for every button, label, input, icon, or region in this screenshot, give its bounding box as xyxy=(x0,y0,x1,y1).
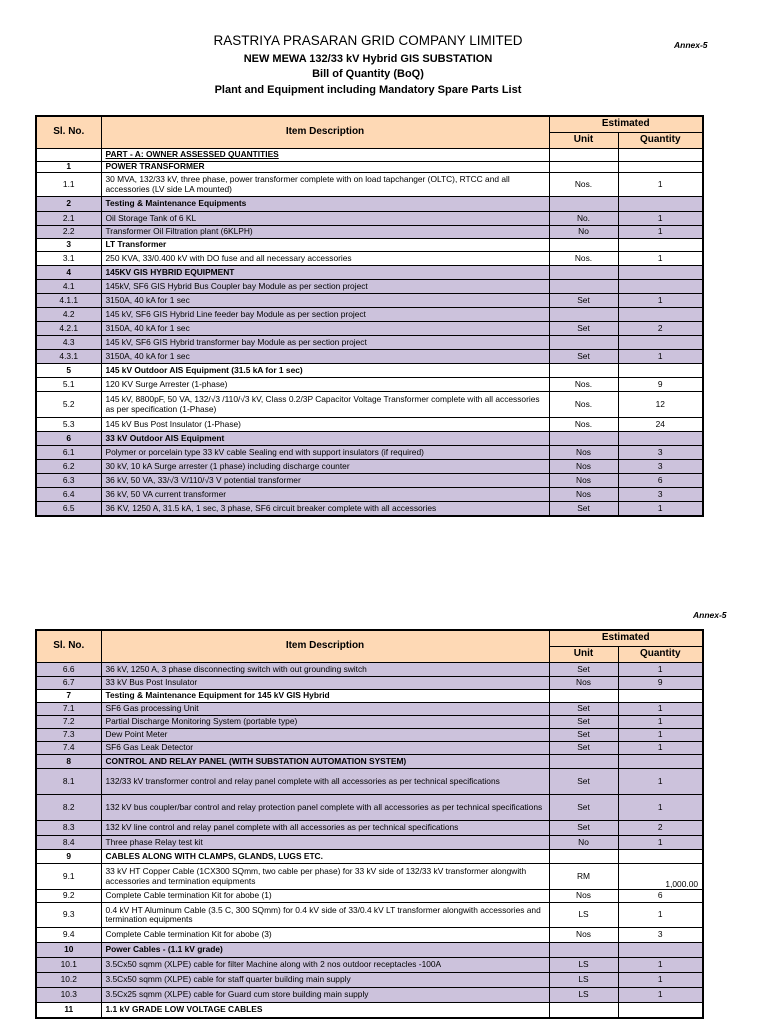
quantity-cell: 2 xyxy=(618,821,703,836)
unit-cell xyxy=(549,943,618,958)
boq-table-body xyxy=(36,663,703,1018)
sl-no-cell: 7.2 xyxy=(36,716,101,729)
quantity-cell: 3 xyxy=(618,460,703,474)
unit-cell xyxy=(549,364,618,378)
item-description-cell: Testing & Maintenance Equipment for 145 kV GIS Hybrid xyxy=(101,690,549,703)
item-description-header: Item Description xyxy=(101,630,549,663)
sl-no-header: Sl. No. xyxy=(36,116,101,149)
quantity-cell xyxy=(618,266,703,280)
sl-no-cell: 10.1 xyxy=(36,958,101,973)
sl-no-cell: 3.1 xyxy=(36,252,101,266)
table-row xyxy=(36,903,703,928)
sl-no-cell: 9 xyxy=(36,850,101,864)
table-row xyxy=(36,252,703,266)
unit-cell: RM xyxy=(549,864,618,890)
unit-cell: Nos xyxy=(549,890,618,903)
table-row xyxy=(36,350,703,364)
quantity-cell: 3 xyxy=(618,928,703,943)
table-row xyxy=(36,502,703,516)
table-row xyxy=(36,392,703,418)
unit-cell xyxy=(549,1003,618,1018)
sl-no-cell: 4.3.1 xyxy=(36,350,101,364)
unit-cell: Nos. xyxy=(549,392,618,418)
document-title: Bill of Quantity (BoQ) xyxy=(312,68,424,80)
unit-cell: Nos xyxy=(549,677,618,690)
item-description-cell: 145 kV, SF6 GIS Hybrid Line feeder bay Module as per section project xyxy=(101,308,549,322)
item-description-cell: 132 kV line control and relay panel complete with all accessories as per technical specifications xyxy=(101,821,549,836)
quantity-cell: 1 xyxy=(618,663,703,677)
item-description-header: Item Description xyxy=(101,116,549,149)
unit-cell: Nos xyxy=(549,928,618,943)
unit-cell xyxy=(549,432,618,446)
sl-no-cell xyxy=(36,149,101,162)
sl-no-cell: 5.3 xyxy=(36,418,101,432)
quantity-cell: 1 xyxy=(618,502,703,516)
unit-cell xyxy=(549,162,618,173)
boq-table xyxy=(35,115,704,517)
unit-cell xyxy=(549,755,618,769)
table-row xyxy=(36,836,703,850)
item-description-cell: 3.5Cx50 sqmm (XLPE) cable for staff quarter building main supply xyxy=(101,973,549,988)
quantity-cell xyxy=(618,239,703,252)
unit-cell xyxy=(549,850,618,864)
sl-no-cell: 7.4 xyxy=(36,742,101,755)
quantity-cell: 1,000.00 xyxy=(618,864,703,890)
item-description-cell: 0.4 kV HT Aluminum Cable (3.5 C, 300 SQmm) for 0.4 kV side of 33/0.4 kV LT transformer alongwith accessories and termination equipments xyxy=(101,903,549,928)
annex-label: Annex-5 xyxy=(693,610,727,620)
item-description-cell: Oil Storage Tank of 6 KL xyxy=(101,212,549,226)
item-description-cell: 33 kV Outdoor AIS Equipment xyxy=(101,432,549,446)
quantity-cell: 12 xyxy=(618,392,703,418)
unit-cell xyxy=(549,308,618,322)
unit-cell xyxy=(549,690,618,703)
company-name: RASTRIYA PRASARAN GRID COMPANY LIMITED xyxy=(213,33,523,48)
item-description-cell: Complete Cable termination Kit for abobe (1) xyxy=(101,890,549,903)
unit-cell: Nos xyxy=(549,446,618,460)
quantity-cell: 6 xyxy=(618,890,703,903)
sl-no-cell: 10.3 xyxy=(36,988,101,1003)
unit-cell xyxy=(549,197,618,212)
table-row xyxy=(36,364,703,378)
item-description-cell: 145 kV Bus Post Insulator (1-Phase) xyxy=(101,418,549,432)
sl-no-cell: 2.2 xyxy=(36,226,101,239)
table-row xyxy=(36,322,703,336)
item-description-cell: 132/33 kV transformer control and relay panel complete with all accessories as per technical specifications xyxy=(101,769,549,795)
unit-cell xyxy=(549,336,618,350)
quantity-cell: 1 xyxy=(618,973,703,988)
quantity-cell: 1 xyxy=(618,350,703,364)
unit-cell: Set xyxy=(549,729,618,742)
unit-cell xyxy=(549,149,618,162)
sl-no-cell: 6.3 xyxy=(36,474,101,488)
table-row xyxy=(36,1003,703,1018)
sl-no-cell: 8.1 xyxy=(36,769,101,795)
table-row xyxy=(36,280,703,294)
table-row xyxy=(36,928,703,943)
item-description-cell: 132 kV bus coupler/bar control and relay protection panel complete with all accessories as per technical specifications xyxy=(101,795,549,821)
item-description-cell: Partial Discharge Monitoring System (portable type) xyxy=(101,716,549,729)
quantity-cell: 1 xyxy=(618,769,703,795)
table-row xyxy=(36,703,703,716)
sl-no-cell: 9.1 xyxy=(36,864,101,890)
quantity-cell: 1 xyxy=(618,742,703,755)
unit-cell: Set xyxy=(549,703,618,716)
sl-no-cell: 9.4 xyxy=(36,928,101,943)
sl-no-cell: 8.4 xyxy=(36,836,101,850)
unit-cell: Nos xyxy=(549,460,618,474)
quantity-cell: 1 xyxy=(618,252,703,266)
item-description-cell: 145KV GIS HYBRID EQUIPMENT xyxy=(101,266,549,280)
unit-cell xyxy=(549,280,618,294)
quantity-cell: 1 xyxy=(618,294,703,308)
sl-no-cell: 8.2 xyxy=(36,795,101,821)
table-row xyxy=(36,973,703,988)
project-title: NEW MEWA 132/33 kV Hybrid GIS SUBSTATION xyxy=(243,53,493,65)
table-row xyxy=(36,943,703,958)
table-row xyxy=(36,212,703,226)
table-row xyxy=(36,418,703,432)
unit-cell: Nos. xyxy=(549,378,618,392)
unit-header: Unit xyxy=(549,647,618,663)
document-subtitle: Plant and Equipment including Mandatory Spare Parts List xyxy=(214,84,522,96)
table-row xyxy=(36,266,703,280)
unit-cell: Set xyxy=(549,821,618,836)
table-row xyxy=(36,239,703,252)
unit-cell: LS xyxy=(549,988,618,1003)
unit-header: Unit xyxy=(549,133,618,149)
sl-no-cell: 4.1 xyxy=(36,280,101,294)
sl-no-cell: 4.3 xyxy=(36,336,101,350)
quantity-cell: 1 xyxy=(618,795,703,821)
item-description-cell: 145kV, SF6 GIS Hybrid Bus Coupler bay Module as per section project xyxy=(101,280,549,294)
item-description-cell: 250 KVA, 33/0.400 kV with DO fuse and all necessary accessories xyxy=(101,252,549,266)
item-description-cell: 36 KV, 1250 A, 31.5 kA, 1 sec, 3 phase, SF6 circuit breaker complete with all accessories xyxy=(101,502,549,516)
quantity-cell: 1 xyxy=(618,173,703,197)
quantity-cell: 1 xyxy=(618,212,703,226)
unit-cell xyxy=(549,266,618,280)
item-description-cell: SF6 Gas Leak Detector xyxy=(101,742,549,755)
item-description-cell: 145 kV, SF6 GIS Hybrid transformer bay Module as per section project xyxy=(101,336,549,350)
item-description-cell: 36 kV, 50 VA current transformer xyxy=(101,488,549,502)
sl-no-cell: 4.1.1 xyxy=(36,294,101,308)
sl-no-cell: 7.1 xyxy=(36,703,101,716)
unit-cell: LS xyxy=(549,958,618,973)
item-description-cell: LT Transformer xyxy=(101,239,549,252)
sl-no-cell: 10.2 xyxy=(36,973,101,988)
sl-no-cell: 2 xyxy=(36,197,101,212)
table-row xyxy=(36,149,703,162)
sl-no-cell: 6.6 xyxy=(36,663,101,677)
item-description-cell: 33 kV HT Copper Cable (1CX300 SQmm, two cable per phase) for 33 kV side of 132/33 kV transformer alongwith accessories and termination equipments xyxy=(101,864,549,890)
sl-no-cell: 8 xyxy=(36,755,101,769)
table-row xyxy=(36,864,703,890)
quantity-cell xyxy=(618,336,703,350)
unit-cell: Nos. xyxy=(549,173,618,197)
unit-cell: Set xyxy=(549,663,618,677)
unit-cell: No xyxy=(549,836,618,850)
item-description-cell: Dew Point Meter xyxy=(101,729,549,742)
unit-cell: No xyxy=(549,226,618,239)
table-row xyxy=(36,173,703,197)
item-description-cell: SF6 Gas processing Unit xyxy=(101,703,549,716)
item-description-cell: 145 kV, 8800pF, 50 VA, 132/√3 /110/√3 kV, Class 0.2/3P Capacitor Voltage Transformer complete with all accessories as per specification (1-Phase) xyxy=(101,392,549,418)
sl-no-cell: 5.1 xyxy=(36,378,101,392)
estimated-header: Estimated xyxy=(549,630,703,647)
sl-no-cell: 4.2 xyxy=(36,308,101,322)
sl-no-cell: 10 xyxy=(36,943,101,958)
quantity-cell: 3 xyxy=(618,446,703,460)
sl-no-cell: 5 xyxy=(36,364,101,378)
quantity-cell xyxy=(618,197,703,212)
sl-no-cell: 1.1 xyxy=(36,173,101,197)
sl-no-cell: 6 xyxy=(36,432,101,446)
item-description-cell: 30 kV, 10 kA Surge arrester (1 phase) including discharge counter xyxy=(101,460,549,474)
unit-cell: Set xyxy=(549,502,618,516)
table-row xyxy=(36,821,703,836)
boq-table-body xyxy=(36,149,703,516)
item-description-cell: Complete Cable termination Kit for abobe (3) xyxy=(101,928,549,943)
sl-no-cell: 11 xyxy=(36,1003,101,1018)
item-description-cell: 36 kV, 1250 A, 3 phase disconnecting switch with out grounding switch xyxy=(101,663,549,677)
unit-cell: Nos. xyxy=(549,418,618,432)
unit-cell: Set xyxy=(549,769,618,795)
item-description-cell: 3.5Cx50 sqmm (XLPE) cable for filter Machine along with 2 nos outdoor receptacles -100A xyxy=(101,958,549,973)
item-description-cell: 33 kV Bus Post Insulator xyxy=(101,677,549,690)
table-row xyxy=(36,460,703,474)
item-description-cell: Three phase Relay test kit xyxy=(101,836,549,850)
quantity-cell: 1 xyxy=(618,716,703,729)
boq-table xyxy=(35,629,704,1019)
quantity-cell xyxy=(618,755,703,769)
quantity-cell: 24 xyxy=(618,418,703,432)
quantity-cell: 1 xyxy=(618,836,703,850)
table-row xyxy=(36,474,703,488)
unit-cell: Nos xyxy=(549,474,618,488)
table-row xyxy=(36,729,703,742)
item-description-cell: POWER TRANSFORMER xyxy=(101,162,549,173)
unit-cell: Nos xyxy=(549,488,618,502)
quantity-cell: 1 xyxy=(618,903,703,928)
item-description-cell: 1.1 kV GRADE LOW VOLTAGE CABLES xyxy=(101,1003,549,1018)
unit-cell: Set xyxy=(549,294,618,308)
sl-no-cell: 4.2.1 xyxy=(36,322,101,336)
table-row xyxy=(36,336,703,350)
table-row xyxy=(36,677,703,690)
table-row xyxy=(36,197,703,212)
sl-no-cell: 8.3 xyxy=(36,821,101,836)
unit-cell: LS xyxy=(549,903,618,928)
quantity-cell xyxy=(618,432,703,446)
item-description-cell: CONTROL AND RELAY PANEL (WITH SUBSTATION AUTOMATION SYSTEM) xyxy=(101,755,549,769)
quantity-cell: 1 xyxy=(618,958,703,973)
table-row xyxy=(36,308,703,322)
quantity-cell xyxy=(618,280,703,294)
unit-cell: Set xyxy=(549,795,618,821)
quantity-cell xyxy=(618,149,703,162)
quantity-cell xyxy=(618,1003,703,1018)
unit-cell: No. xyxy=(549,212,618,226)
quantity-cell: 1 xyxy=(618,226,703,239)
sl-no-cell: 7 xyxy=(36,690,101,703)
sl-no-cell: 3 xyxy=(36,239,101,252)
unit-cell: Set xyxy=(549,716,618,729)
table-row xyxy=(36,162,703,173)
item-description-cell: 3150A, 40 kA for 1 sec xyxy=(101,322,549,336)
sl-no-cell: 6.5 xyxy=(36,502,101,516)
sl-no-cell: 9.2 xyxy=(36,890,101,903)
annex-label: Annex-5 xyxy=(674,40,708,50)
quantity-cell xyxy=(618,308,703,322)
item-description-cell: 3150A, 40 kA for 1 sec xyxy=(101,294,549,308)
item-description-cell: Testing & Maintenance Equipments xyxy=(101,197,549,212)
sl-no-cell: 5.2 xyxy=(36,392,101,418)
sl-no-cell: 6.7 xyxy=(36,677,101,690)
item-description-cell: 120 KV Surge Arrester (1-phase) xyxy=(101,378,549,392)
quantity-cell: 2 xyxy=(618,322,703,336)
sl-no-cell: 7.3 xyxy=(36,729,101,742)
unit-cell: Set xyxy=(549,322,618,336)
sl-no-header: Sl. No. xyxy=(36,630,101,663)
quantity-header: Quantity xyxy=(618,647,703,663)
quantity-cell xyxy=(618,364,703,378)
table-row xyxy=(36,446,703,460)
unit-cell: LS xyxy=(549,973,618,988)
item-description-cell: CABLES ALONG WITH CLAMPS, GLANDS, LUGS ETC. xyxy=(101,850,549,864)
sl-no-cell: 9.3 xyxy=(36,903,101,928)
table-row xyxy=(36,850,703,864)
item-description-cell: 145 kV Outdoor AIS Equipment (31.5 kA for 1 sec) xyxy=(101,364,549,378)
quantity-cell xyxy=(618,850,703,864)
item-description-cell: Power Cables - (1.1 kV grade) xyxy=(101,943,549,958)
quantity-cell: 9 xyxy=(618,378,703,392)
quantity-cell: 9 xyxy=(618,677,703,690)
unit-cell xyxy=(549,239,618,252)
item-description-cell: Polymer or porcelain type 33 kV cable Sealing end with support insulators (if required) xyxy=(101,446,549,460)
table-row xyxy=(36,890,703,903)
table-row xyxy=(36,488,703,502)
table-row xyxy=(36,432,703,446)
sl-no-cell: 6.1 xyxy=(36,446,101,460)
table-row xyxy=(36,690,703,703)
table-row xyxy=(36,663,703,677)
table-row xyxy=(36,988,703,1003)
sl-no-cell: 6.2 xyxy=(36,460,101,474)
quantity-cell xyxy=(618,690,703,703)
quantity-cell xyxy=(618,162,703,173)
table-row xyxy=(36,716,703,729)
table-row xyxy=(36,742,703,755)
table-row xyxy=(36,958,703,973)
table-row xyxy=(36,294,703,308)
item-description-cell: PART - A: OWNER ASSESSED QUANTITIES xyxy=(101,149,549,162)
quantity-cell xyxy=(618,943,703,958)
table-row xyxy=(36,769,703,795)
item-description-cell: 30 MVA, 132/33 kV, three phase, power transformer complete with on load tapchanger (OLTC), RTCC and all accessories (LV side LA mounted) xyxy=(101,173,549,197)
item-description-cell: Transformer Oil Filtration plant (6KLPH) xyxy=(101,226,549,239)
item-description-cell: 36 kV, 50 VA, 33/√3 V/110/√3 V potential transformer xyxy=(101,474,549,488)
sl-no-cell: 2.1 xyxy=(36,212,101,226)
estimated-header: Estimated xyxy=(549,116,703,133)
quantity-cell: 3 xyxy=(618,488,703,502)
quantity-cell: 6 xyxy=(618,474,703,488)
table-row xyxy=(36,755,703,769)
table-row xyxy=(36,226,703,239)
sl-no-cell: 4 xyxy=(36,266,101,280)
table-row xyxy=(36,795,703,821)
quantity-header: Quantity xyxy=(618,133,703,149)
quantity-cell: 1 xyxy=(618,729,703,742)
unit-cell: Set xyxy=(549,350,618,364)
quantity-cell: 1 xyxy=(618,988,703,1003)
item-description-cell: 3150A, 40 kA for 1 sec xyxy=(101,350,549,364)
quantity-cell: 1 xyxy=(618,703,703,716)
item-description-cell: 3.5Cx25 sqmm (XLPE) cable for Guard cum store building main supply xyxy=(101,988,549,1003)
table-row xyxy=(36,378,703,392)
unit-cell: Set xyxy=(549,742,618,755)
sl-no-cell: 1 xyxy=(36,162,101,173)
unit-cell: Nos. xyxy=(549,252,618,266)
sl-no-cell: 6.4 xyxy=(36,488,101,502)
